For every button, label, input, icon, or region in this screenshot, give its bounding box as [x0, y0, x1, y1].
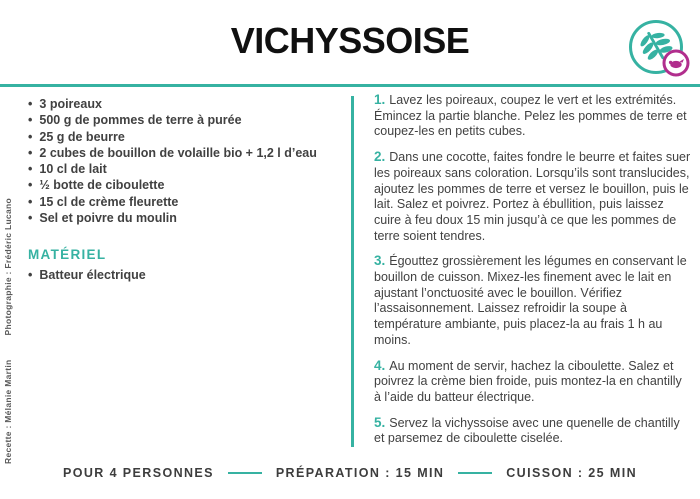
- ingredient-text: 500 g de pommes de terre à purée: [39, 113, 242, 128]
- bullet-icon: [28, 178, 39, 192]
- ingredient-item: [28, 161, 336, 177]
- page-title: VICHYSSOISE: [230, 20, 470, 61]
- ingredient-item: [28, 194, 336, 210]
- ingredient-item: [28, 112, 336, 128]
- ingredient-item: [28, 96, 336, 112]
- header-divider: [0, 84, 700, 87]
- ingredient-item: [28, 210, 336, 226]
- steps-column: [374, 92, 691, 456]
- bullet-icon: [28, 130, 39, 144]
- servings-label: POUR 4 PERSONNES: [63, 466, 214, 480]
- step-text: Lavez les poireaux, coupez le vert et les extrémités. Émincez la partie blanche. Pelez les pommes de terre et coupez-les en petits cubes.: [374, 93, 687, 139]
- bullet-icon: [28, 211, 39, 225]
- preparation-label: PRÉPARATION : 15 MIN: [275, 466, 445, 480]
- bullet-icon: [28, 97, 39, 111]
- ingredient-item: [28, 129, 336, 145]
- left-column: [28, 96, 336, 284]
- step-number: 3.: [374, 253, 386, 269]
- step-number: 1.: [374, 92, 386, 107]
- credit-photo: Photographie : Frédéric Lucano: [3, 198, 13, 336]
- brand-badge-svg: [627, 18, 693, 80]
- footer: [63, 466, 637, 480]
- ingredient-text: 3 poireaux: [39, 97, 102, 111]
- step-item: [374, 253, 691, 348]
- ingredient-text: 25 g de beurre: [39, 129, 125, 144]
- step-text: Servez la vichyssoise avec une quenelle de chantilly et parsemez de ciboulette ciselée.: [374, 415, 680, 446]
- credits: [3, 198, 13, 464]
- ingredient-text: 10 cl de lait: [39, 162, 107, 177]
- brand-badge: [627, 18, 693, 80]
- step-number: 2.: [374, 149, 386, 165]
- bullet-icon: [28, 195, 39, 209]
- step-number: 5.: [374, 414, 386, 430]
- ingredient-text: 15 cl de crème fleurette: [39, 194, 179, 209]
- credit-recipe: Recette : Mélanie Martin: [3, 359, 13, 464]
- step-item: [374, 149, 691, 244]
- step-text: Égouttez grossièrement les légumes en conservant le bouillon de cuisson. Mixez-les finement avec le lait en ajustant l’onctuosité avec le bouillon. Vérifiez l’assaisonnement. Laissez refroidir la soupe à température ambiante, puis placez-la au frais 1 h au moins.: [374, 254, 687, 347]
- step-text: Dans une cocotte, faites fondre le beurre et faites suer les poireaux sans coloration. Lorsqu’ils sont translucides, ajoutez les pommes de terre et versez le bouillon, puis le lait. Salez et poivrez. Portez à ébullition, puis laissez cuire à feu doux 15 min jusqu’à ce que les pommes de terre soient tendres.: [374, 150, 691, 243]
- step-item: [374, 415, 691, 447]
- ingredients-list: [28, 96, 336, 226]
- materiel-text: Batteur électrique: [39, 268, 146, 283]
- step-text: Au moment de servir, hachez la ciboulette. Salez et poivrez la crème bien froide, puis montez-la en chantilly à l’aide du batteur électrique.: [374, 358, 682, 404]
- ingredient-text: ½ botte de ciboulette: [39, 178, 165, 193]
- step-item: [374, 92, 691, 140]
- ingredient-text: Sel et poivre du moulin: [39, 211, 177, 226]
- bullet-icon: [28, 146, 39, 160]
- column-divider: [351, 96, 354, 447]
- materiel-list: [28, 267, 336, 283]
- bullet-icon: [28, 113, 39, 127]
- materiel-item: [28, 267, 336, 283]
- bullet-icon: [28, 268, 39, 282]
- chicken-icon: [664, 51, 688, 75]
- ingredient-text: 2 cubes de bouillon de volaille bio + 1,2 l d’eau: [39, 145, 317, 160]
- ingredient-item: [28, 177, 336, 193]
- footer-divider-line: [458, 472, 492, 475]
- step-item: [374, 358, 691, 406]
- bullet-icon: [28, 162, 39, 176]
- ingredient-item: [28, 145, 336, 161]
- materiel-section: [28, 247, 336, 283]
- cooking-label: CUISSON : 25 MIN: [506, 466, 637, 480]
- step-number: 4.: [374, 357, 386, 373]
- materiel-heading: MATÉRIEL: [28, 247, 107, 263]
- footer-divider-line: [228, 472, 262, 475]
